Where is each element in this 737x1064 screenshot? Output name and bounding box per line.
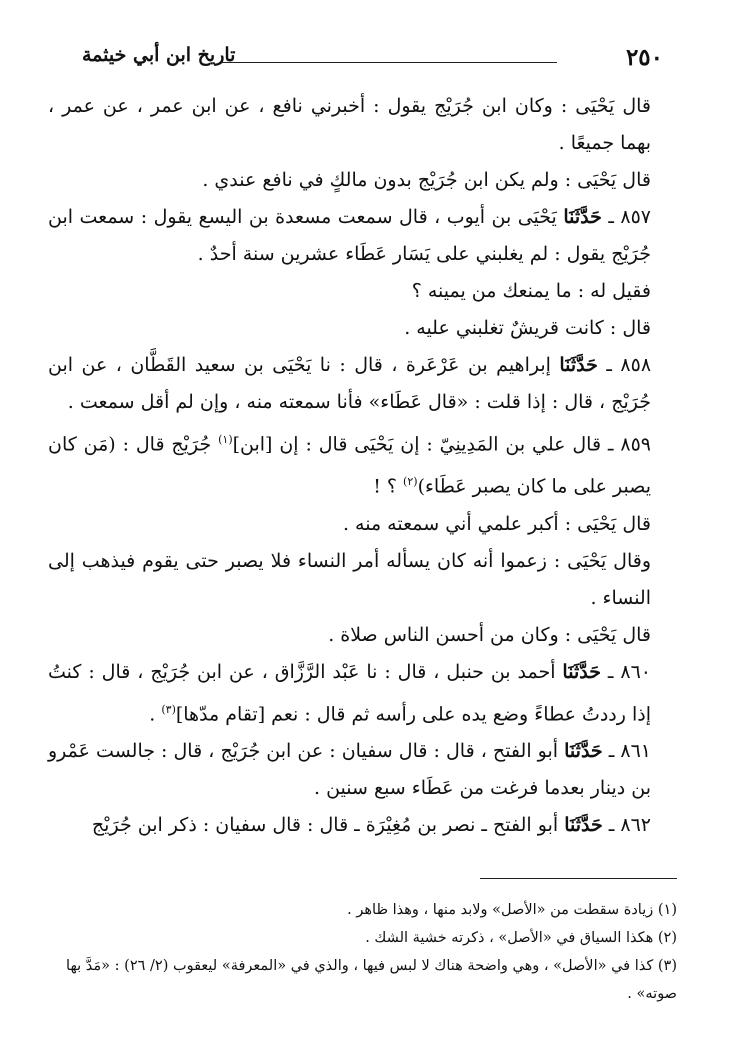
hadith-text: جُرَيْج قال : (مَن كان يصبر على ما كان يصبر عَطَاء) [48,433,651,498]
hadith-keyword: حَدَّثَنَا [562,660,601,683]
footnote-rule [480,878,677,879]
footnote-ref: (١) [218,433,233,446]
footnote-1: (١) زيادة سقطت من «الأصل» ولابد منها ، وهذا ظاهر . [347,902,677,918]
hadith-number: ٨٦٢ ـ [608,813,651,836]
paragraph: قال يَحْيَى : وكان من أحسن الناس صلاة . [328,623,651,646]
paragraph: قال يَحْيَى : ولم يكن ابن جُرَيْج بدون مالكٍ في نافع عندي . [202,169,651,191]
hadith-text: يَحْيَى بن أيوب ، قال سمعت مسعدة بن اليسع يقول : سمعت ابن جُرَيْج يقول : لم يغلبني على يَسَار عَطَاء عشرين سنة أحدٌ . [48,206,651,265]
running-title: تاريخ ابن أبي خيثمة [82,44,236,66]
paragraph: قال يَحْيَى : أكبر علمي أني سمعته منه . [342,512,651,535]
hadith-859 [48,421,677,506]
hadith-860 [48,654,677,733]
footnote-ref: (٢) [403,475,418,489]
hadith-text: ٨٥٩ ـ قال علي بن المَدِينِيّ : إن يَحْيَى قال : إن [ابن] [232,433,651,456]
page-header [70,38,667,78]
hadith-number: ٨٥٧ ـ [608,206,652,228]
footnote-ref: (٣) [161,702,176,716]
footnote-3: (٣) كذا في «الأصل» ، وهي واضحة هناك لا لبس فيها ، والذي في «المعرفة» ليعقوب (٢/ ٢٦) : «مَدَّ بها صوته» . [66,958,677,1002]
hadith-keyword: حَدَّثَنَا [564,813,603,836]
hadith-861 [48,733,677,807]
hadith-857 [48,199,677,273]
paragraph: وقال يَحْيَى : زعموا أنه كان يسأله أمر النساء فلا يصبر حتى يقوم فيذهب إلى النساء . [48,549,651,609]
paragraph: قال يَحْيَى : وكان ابن جُرَيْج يقول : أخبرني نافع ، عن ابن عمر ، عن عمر ، بهما جميعًا . [48,95,651,154]
hadith-text: أبو الفتح ، قال : قال سفيان : عن ابن جُرَيْج ، قال : جالست عَمْرو بن دينار بعدما فرغت من عَطَاء سبع سنين . [48,739,651,799]
paragraph: قال : كانت قريشٌ تغلبني عليه . [404,317,651,339]
hadith-858 [48,347,677,421]
hadith-text: أحمد بن حنبل ، قال : نا عَبْد الرَّزَّاق ، عن ابن جُرَيْج ، قال : كنتُ إذا رددتُ عطاءً وضع يده على رأسه ثم قال : نعم [تقام مدّها] [48,660,651,725]
hadith-number: ٨٥٨ ـ [606,354,652,376]
footnotes [48,896,677,1008]
hadith-862 [48,807,677,844]
main-text [48,88,677,844]
footnote-2: (٢) هكذا السياق في «الأصل» ، ذكرته خشية الشك . [365,930,677,946]
paragraph: فقيل له : ما يمنعك من يمينه ؟ [411,280,651,302]
hadith-text: أبو الفتح ـ نصر بن مُغِيْرَة ـ قال : قال سفيان : ذكر ابن جُرَيْج [91,813,559,836]
header-rule [220,62,557,63]
hadith-keyword: حَدَّثَنَا [563,206,602,228]
hadith-text: إبراهيم بن عَرْعَرة ، قال : نا يَحْيَى بن سعيد القَطَّان ، عن ابن جُرَيْج ، قال : إذا قلت : «قال عَطَاء» فأنا سمعته منه ، وإن لم أقل سمعت . [48,354,651,413]
hadith-keyword: حَدَّثَنَا [564,739,603,762]
hadith-text: . [149,702,156,725]
page-number: ٢٥٠ [625,44,663,71]
hadith-keyword: حَدَّثَنَا [559,354,598,376]
hadith-text: ؟ ! [373,475,397,498]
hadith-number: ٨٦٠ ـ [607,660,651,683]
hadith-number: ٨٦١ ـ [608,739,652,762]
